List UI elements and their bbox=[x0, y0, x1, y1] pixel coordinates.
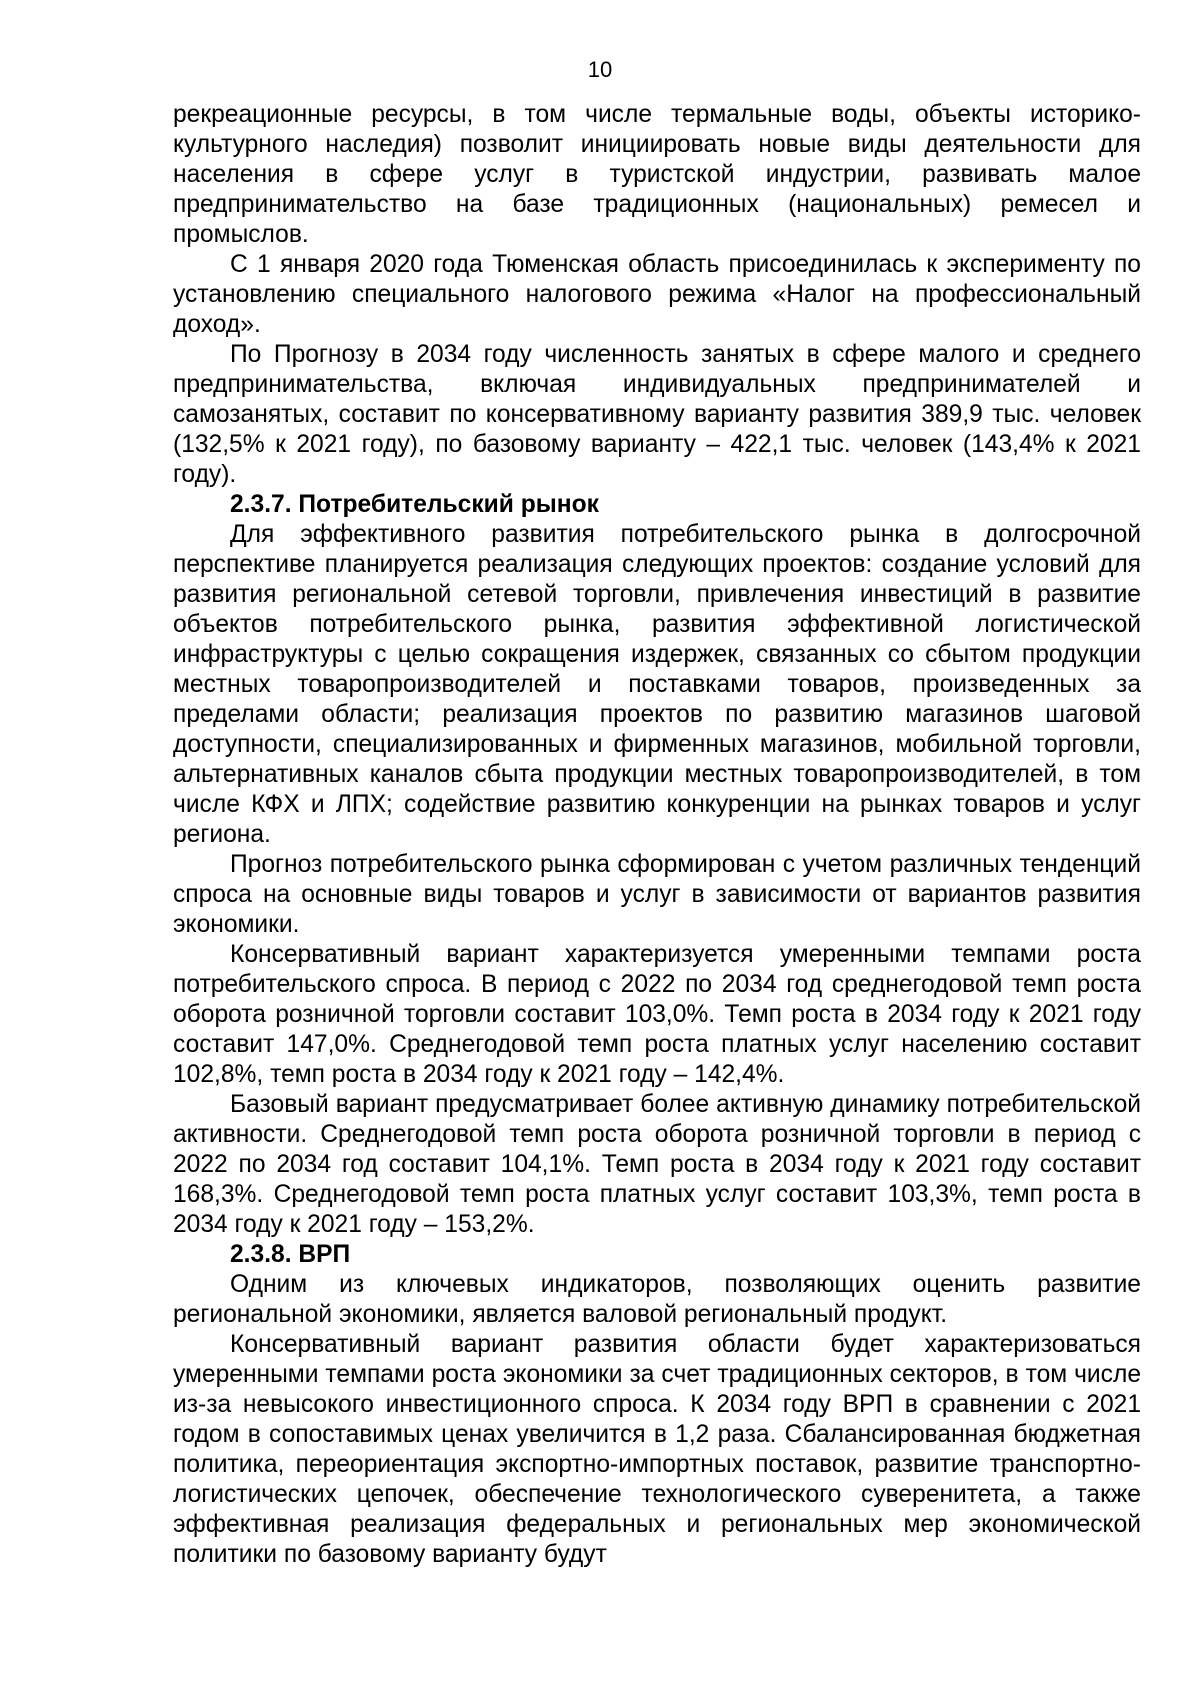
paragraph-grp-conservative: Консервативный вариант развития области будет характеризоваться умеренными темпами роста экономики за счет традиционных секторов, в том числе из-за невысокого инвестиционного спроса. К 2034 году ВРП в сравнении с 2021 годом в сопоставимых ценах увеличится в 1,2 раза. Сбалансированная бюджетная политика, переориентация экспортно-импортных поставок, развитие транспортно-логистических цепочек, обеспечение технологического суверенитета, а также эффективная реализация федеральных и региональных мер экономической политики по базовому варианту будут bbox=[173, 1331, 1141, 1568]
paragraph-base-variant: Базовый вариант предусматривает более активную динамику потребительской активности. Среднегодовой темп роста оборота розничной торговли в период с 2022 по 2034 год составит 104,1%. Темп роста в 2034 году к 2021 году составит 168,3%. Среднегодовой темп роста платных услуг составит 103,3%, темп роста в 2034 году к 2021 году – 153,2%. bbox=[173, 1091, 1141, 1238]
paragraph-conservative-variant: Консервативный вариант характеризуется умеренными темпами роста потребительского спроса. В период с 2022 по 2034 год среднегодовой темп роста оборота розничной торговли составит 103,0%. Темп роста в 2034 году к 2021 году составит 147,0%. Среднегодовой темп роста платных услуг населению составит 102,8%, темп роста в 2034 году к 2021 году – 142,4%. bbox=[173, 941, 1141, 1088]
paragraph-consumer-forecast: Прогноз потребительского рынка сформирован с учетом различных тенденций спроса на основные виды товаров и услуг в зависимости от вариантов развития экономики. bbox=[173, 851, 1141, 938]
paragraph-grp-indicator: Одним из ключевых индикаторов, позволяющих оценить развитие региональной экономики, является валовой региональный продукт. bbox=[173, 1271, 1141, 1328]
page-number: 10 bbox=[587, 57, 613, 82]
document-body bbox=[173, 100, 1141, 1570]
section-heading-consumer-market: 2.3.7. Потребительский рынок bbox=[230, 491, 599, 518]
paragraph-sme-employment: По Прогнозу в 2034 году численность занятых в сфере малого и среднего предпринимательства, включая индивидуальных предпринимателей и самозанятых, составит по консервативному варианту развития 389,9 тыс. человек (132,5% к 2021 году), по базовому варианту – 422,1 тыс. человек (143,4% к 2021 году). bbox=[173, 341, 1141, 488]
section-heading-grp: 2.3.8. ВРП bbox=[230, 1241, 351, 1268]
paragraph-recreational-resources: рекреационные ресурсы, в том числе термальные воды, объекты историко-культурного наследия) позволит инициировать новые виды деятельности для населения в сфере услуг в туристской индустрии, развивать малое предпринимательство на базе традиционных (национальных) ремесел и промыслов. bbox=[173, 101, 1141, 248]
paragraph-consumer-projects: Для эффективного развития потребительского рынка в долгосрочной перспективе планируется реализация следующих проектов: создание условий для развития региональной сетевой торговли, привлечения инвестиций в развитие объектов потребительского рынка, развития эффективной логистической инфраструктуры с целью сокращения издержек, связанных со сбытом продукции местных товаропроизводителей и поставками товаров, произведенных за пределами области; реализация проектов по развитию магазинов шаговой доступности, специализированных и фирменных магазинов, мобильной торговли, альтернативных каналов сбыта продукции местных товаропроизводителей, в том числе КФХ и ЛПХ; содействие развитию конкуренции на рынках товаров и услуг региона. bbox=[173, 521, 1141, 848]
paragraph-npd-experiment: С 1 января 2020 года Тюменская область присоединилась к эксперименту по установлению специального налогового режима «Налог на профессиональный доход». bbox=[173, 251, 1141, 338]
